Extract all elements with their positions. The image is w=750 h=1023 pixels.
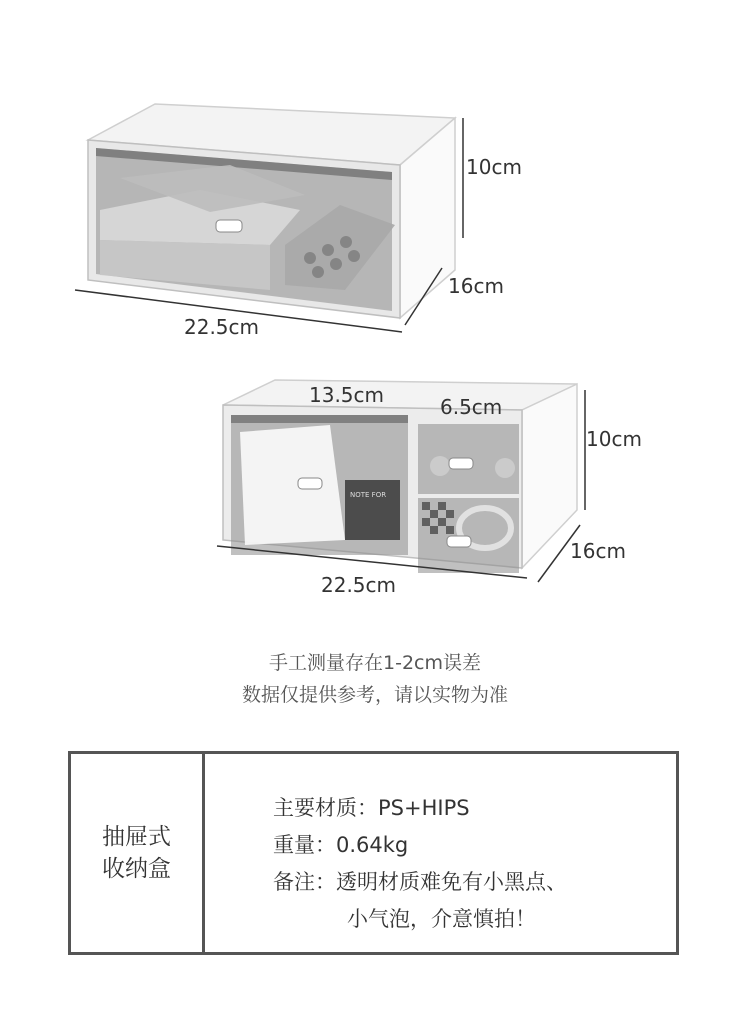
product-name-line2: 收纳盒 — [102, 856, 171, 882]
bottom-width-label: 22.5cm — [321, 573, 397, 597]
weight-row — [273, 827, 676, 864]
remark-label: 备注： — [273, 870, 336, 894]
top-height-label: 10cm — [466, 155, 522, 179]
product-name-cell — [71, 754, 205, 952]
product-name-line1: 抽屉式 — [102, 824, 171, 850]
material-row — [273, 790, 676, 827]
material-label: 主要材质： — [273, 796, 378, 820]
bottom-storage-box-illustration — [0, 360, 750, 610]
bottom-height-label: 10cm — [586, 427, 642, 451]
left-drawer-width-label: 13.5cm — [309, 383, 385, 407]
top-product-figure — [0, 0, 750, 350]
top-storage-box-illustration — [0, 0, 750, 350]
top-width-label: 22.5cm — [184, 315, 260, 339]
weight-value: 0.64kg — [336, 833, 409, 857]
bottom-depth-label: 16cm — [570, 539, 626, 563]
spec-table — [68, 751, 679, 955]
measurement-note-line2: 数据仅提供参考，请以实物为准 — [241, 684, 508, 706]
material-value: PS+HIPS — [378, 796, 470, 820]
top-depth-label: 16cm — [448, 274, 504, 298]
remark-line1: 透明材质难免有小黑点、 — [336, 870, 567, 894]
sticky-note-label: NOTE FOR — [350, 491, 387, 499]
remark-line2: 小气泡，介意慎拍！ — [347, 907, 536, 931]
weight-label: 重量： — [273, 833, 336, 857]
bottom-product-figure — [0, 360, 750, 610]
spec-details-cell — [205, 754, 676, 952]
right-drawer-width-label: 6.5cm — [440, 395, 503, 419]
remark-continuation-row — [273, 901, 676, 938]
measurement-note-line1: 手工测量存在1-2cm误差 — [269, 652, 481, 674]
remark-row — [273, 864, 676, 901]
